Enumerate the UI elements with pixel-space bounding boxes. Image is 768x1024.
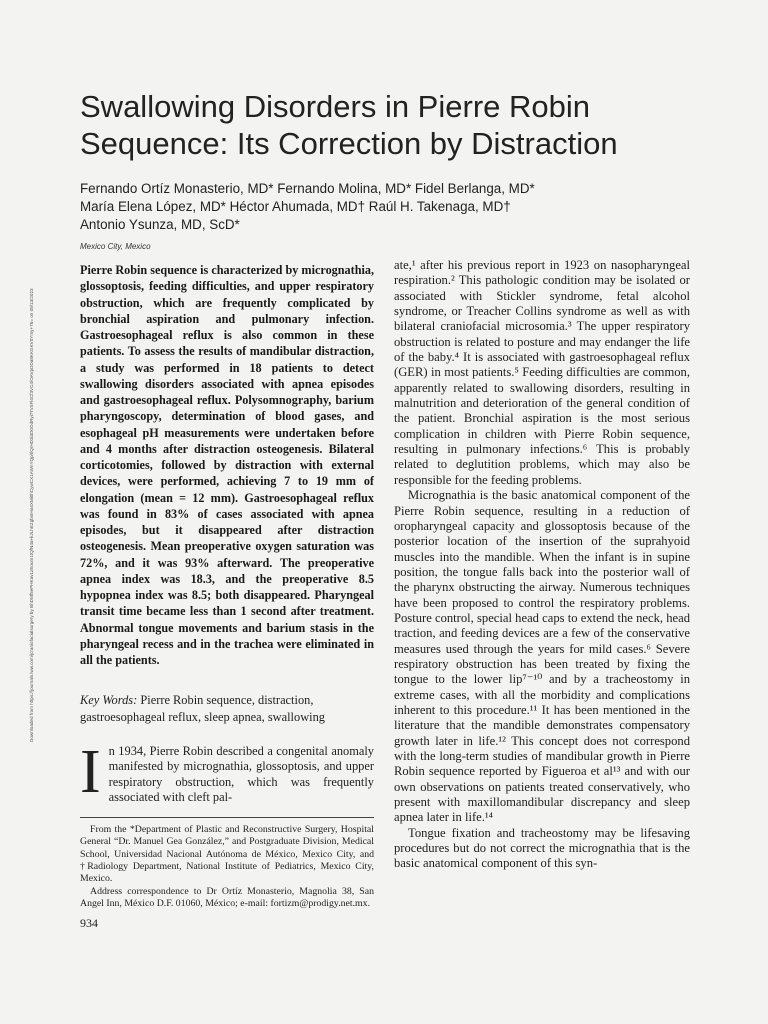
keywords-label: Key Words:	[80, 693, 138, 708]
keywords-text: Pierre Robin sequence, distraction, gastroesophageal reflux, sleep apnea, swallowing	[80, 693, 325, 725]
left-column	[80, 262, 374, 910]
intro-text: n 1934, Pierre Robin described a congenital anomaly manifested by micrognathia, glossoptosis, and upper respiratory obstruction, which was frequently associated with cleft pal-	[108, 744, 374, 804]
right-column	[394, 258, 690, 872]
author-line: Fernando Ortíz Monasterio, MD* Fernando Molina, MD* Fidel Berlanga, MD*	[80, 181, 535, 196]
body-paragraph: Tongue fixation and tracheostomy may be lifesaving procedures but do not correct the micrognathia that is the basic anatomical component of this syn-	[394, 825, 690, 871]
article-title: Swallowing Disorders in Pierre Robin Sequence: Its Correction by Distraction	[80, 89, 618, 161]
abstract: Pierre Robin sequence is characterized by micrognathia, glossoptosis, feeding difficulties, and upper respiratory obstruction, which are frequently complicated by bronchial aspiration and pulmonary infection. Gastroesophageal reflux is also common in these patients. To assess the results of mandibular distraction, a study was performed in 18 patients to detect swallowing disorders associated with apnea episodes and gastroesophageal reflux. Polysomnography, barium pharyngoscopy, determination of blood gases, and esophageal pH measurements were undertaken before and 4 months after distraction osteogenesis. Bilateral corticotomies, followed by distraction with external devices, were performed, achieving 7 to 19 mm of elongation (mean = 12 mm). Gastroesophageal reflux was found in 83% of cases associated with apnea episodes, but it disappeared after distraction osteogenesis. Mean preoperative oxygen saturation was 72%, and it was 93% afterward. The preoperative apnea index was 18.3, and the preoperative 8.5 hypopnea index was 8.5; both disappeared. Pharyngeal transit time became less than 1 second after treatment. Abnormal tongue movements and barium stasis in the pharyngeal recess and in the trachea were eliminated in all the patients.	[80, 263, 374, 667]
author-line: Antonio Ysunza, MD, ScD*	[80, 217, 240, 232]
drop-cap: I	[80, 738, 101, 807]
body-paragraph: Micrognathia is the basic anatomical component of the Pierre Robin sequence, resulting in a reduction of oropharyngeal capacity and glossoptosis because of the posterior location of the insertion of the suprahyoid muscles into the mandible. When the infant is in supine position, the tongue falls back into the posterior wall of the pharynx obstructing the airway. Numerous techniques have been proposed to control the respiratory problems. Posture control, special head caps to extend the neck, head traction, and feeding devices are a few of the conservative measures used through the years for mild cases.⁶ Severe respiratory obstruction has been treated by fixing the tongue to the lower lip⁷⁻¹⁰ and by a tracheostomy in extreme cases, with all the morbidity and complications inherent to this procedure.¹¹ It has been mentioned in the literature that the mandible demonstrates compensatory growth later in life.¹² This concept does not correspond with the long-term studies of mandibular growth in Pierre Robin sequence reported by Figueroa et al¹³ and with our own observations on patients treated conservatively, who present with maxillomandibular discrepancy and sleep apnea later in life.¹⁴	[394, 488, 690, 825]
page-number: 934	[80, 916, 98, 930]
footnotes	[80, 817, 374, 910]
intro-paragraph	[80, 738, 374, 807]
download-notice	[28, 262, 38, 742]
download-notice-text: Downloaded from https://journals.lww.com/jcraniofacialsurgery by BhDMf5ePHKav1zEoum1tQfN4a+kJLhEZgbsIHo4XMi0hCywCX1AWnYQp/IlQrHD3i3D0OdRyi7TvSFl4Cf3VC4/OAVpDDa8KKGKV0Ymy+78= on 09/13/2023	[29, 288, 34, 742]
body-paragraph: ate,¹ after his previous report in 1923 on nasopharyngeal respiration.² This pathologic condition may be isolated or associated with Stickler syndrome, fetal alcohol syndrome, or Treacher Collins syndrome as well as with bilateral craniofacial microsomia.³ The upper respiratory obstruction is related to posture and may endanger the life of the baby.⁴ It is associated with gastroesophageal reflux (GER) in most patients.⁵ Feeding difficulties are common, apparently related to swallowing disorders, resulting in malnutrition and deterioration of the general condition of the patient. Bronchial aspiration is the most serious complication in children with Pierre Robin sequence, resulting in pulmonary infections.⁶ This is probably related to deglutition problems, which may also be responsible for the feeding problems.	[394, 258, 690, 487]
author-list	[80, 180, 700, 234]
keywords	[80, 692, 374, 726]
author-line: María Elena López, MD* Héctor Ahumada, MD† Raúl H. Takenaga, MD†	[80, 199, 511, 214]
correspondence-footnote: Address correspondence to Dr Ortíz Monasterio, Magnolia 38, San Angel Inn, México D.F. 01060, México; e-mail: fortizm@prodigy.net.mx.	[80, 885, 374, 909]
affiliation-footnote: From the *Department of Plastic and Reconstructive Surgery, Hospital General “Dr. Manuel Gea González,” and Postgraduate Division, Medical School, Universidad Nacional Autónoma de México, Mexico City, and †Radiology Department, National Institute of Pediatrics, Mexico City, Mexico.	[80, 824, 374, 885]
location-line: Mexico City, Mexico	[80, 242, 151, 251]
